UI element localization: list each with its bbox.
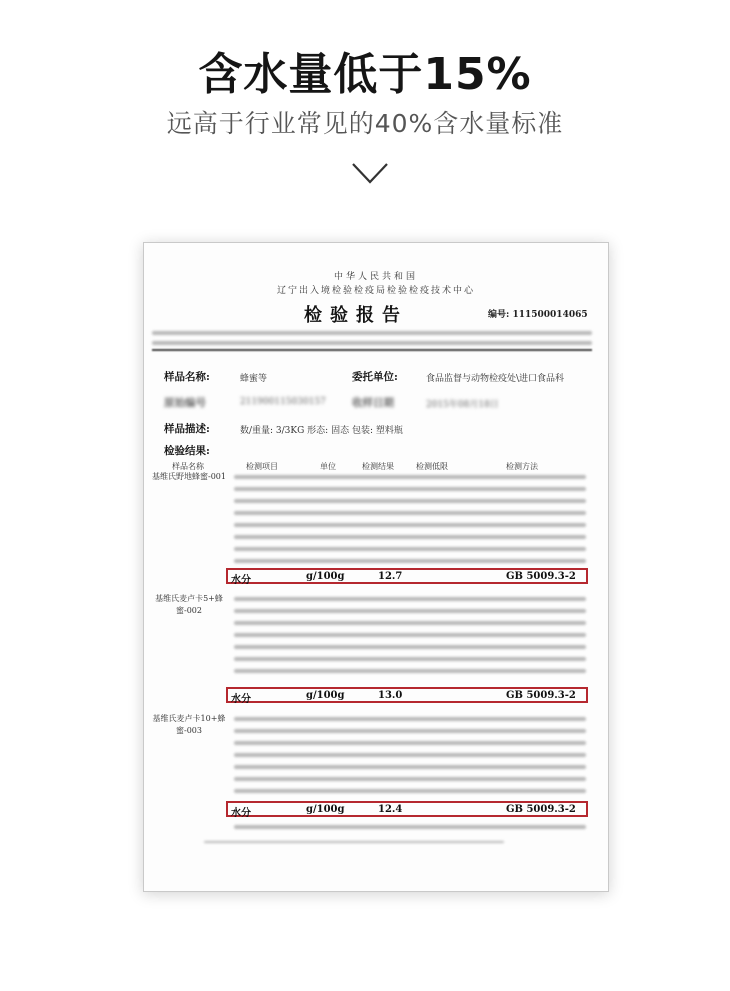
moisture-result: 13.0 bbox=[378, 690, 403, 701]
blurred-result-row bbox=[234, 729, 586, 733]
blurred-result-row bbox=[234, 597, 586, 601]
report-number bbox=[488, 307, 588, 320]
description-value: 数/重量: 3/3KG 形态: 固态 包装: 塑料瓶 bbox=[240, 426, 403, 436]
sample-name-label: 样品名称: bbox=[164, 371, 210, 383]
blurred-result-row bbox=[234, 765, 586, 769]
report-org-line-1: 中华人民共和国 bbox=[333, 272, 418, 282]
blurred-result-row bbox=[234, 645, 586, 649]
blurred-result-row bbox=[234, 741, 586, 745]
results-label: 检验结果: bbox=[164, 445, 210, 457]
column-header: 检测结果 bbox=[362, 462, 394, 471]
blurred-result-row bbox=[234, 475, 586, 479]
report-title: 检验报告 bbox=[304, 305, 408, 326]
description-label: 样品描述: bbox=[164, 423, 210, 435]
moisture-unit: g/100g bbox=[306, 804, 345, 815]
blurred-result-row bbox=[234, 657, 586, 661]
sample-name: 基维氏野地蜂蜜-001 bbox=[152, 472, 226, 481]
blurred-result-row bbox=[234, 523, 586, 527]
blurred-result-row bbox=[234, 633, 586, 637]
sample-name: 基维氏麦卢卡10+蜂蜜-003 bbox=[152, 714, 226, 735]
moisture-row-highlight bbox=[226, 687, 588, 703]
moisture-result: 12.7 bbox=[378, 571, 403, 582]
sample-name-value: 蜂蜜等 bbox=[240, 374, 268, 384]
column-header: 样品名称 bbox=[172, 462, 204, 471]
blurred-result-row bbox=[234, 547, 586, 551]
blurred-result-row bbox=[234, 777, 586, 781]
moisture-item: 水分 bbox=[231, 575, 251, 586]
moisture-method: GB 5009.3-2 bbox=[506, 690, 576, 701]
blurred-result-row bbox=[234, 717, 586, 721]
blurred-address-line bbox=[152, 331, 592, 335]
moisture-method: GB 5009.3-2 bbox=[506, 571, 576, 582]
blurred-result-row bbox=[234, 825, 586, 829]
blurred-result-row bbox=[234, 499, 586, 503]
blurred-result-row bbox=[234, 535, 586, 539]
report-number-label: 编号: bbox=[488, 310, 510, 320]
moisture-item: 水分 bbox=[231, 694, 251, 705]
column-header: 检测项目 bbox=[246, 462, 278, 471]
blurred-result-row bbox=[234, 753, 586, 757]
column-header: 检测方法 bbox=[506, 462, 538, 471]
moisture-unit: g/100g bbox=[306, 571, 345, 582]
blurred-result-row bbox=[234, 609, 586, 613]
blurred-result-row bbox=[234, 789, 586, 793]
moisture-row-highlight bbox=[226, 568, 588, 584]
original-no-label: 原始编号 bbox=[164, 397, 206, 409]
receive-date-value: 2015年08月18日 bbox=[426, 400, 499, 410]
blurred-result-row bbox=[234, 511, 586, 515]
subline: 远高于行业常见的40%含水量标准 bbox=[166, 109, 564, 138]
blurred-footer-line bbox=[204, 841, 504, 843]
original-no-value: 211900115030157 bbox=[240, 397, 326, 407]
inspection-report bbox=[143, 242, 609, 892]
moisture-method: GB 5009.3-2 bbox=[506, 804, 576, 815]
blurred-result-row bbox=[234, 487, 586, 491]
sample-name: 基维氏麦卢卡5+蜂蜜-002 bbox=[155, 594, 223, 615]
blurred-result-row bbox=[234, 669, 586, 673]
receive-date-label: 收样日期 bbox=[352, 397, 394, 409]
moisture-unit: g/100g bbox=[306, 690, 345, 701]
moisture-result: 12.4 bbox=[378, 804, 403, 815]
column-header: 检测低限 bbox=[416, 462, 448, 471]
report-number-value: 111500014065 bbox=[512, 310, 588, 320]
blurred-result-row bbox=[234, 559, 586, 563]
blurred-address-line bbox=[152, 341, 592, 345]
moisture-row-highlight bbox=[226, 801, 588, 817]
moisture-item: 水分 bbox=[231, 808, 251, 819]
headline: 含水量低于15% bbox=[198, 49, 532, 100]
blurred-result-row bbox=[234, 621, 586, 625]
chevron-down-icon bbox=[350, 158, 390, 188]
client-value: 食品监督与动物检疫处\进口食品科 bbox=[426, 374, 565, 384]
report-org-line-2: 辽宁出入境检验检疫局检验检疫技术中心 bbox=[276, 286, 475, 296]
client-label: 委托单位: bbox=[352, 371, 398, 383]
column-header: 单位 bbox=[320, 462, 336, 471]
header-rule bbox=[152, 349, 592, 351]
